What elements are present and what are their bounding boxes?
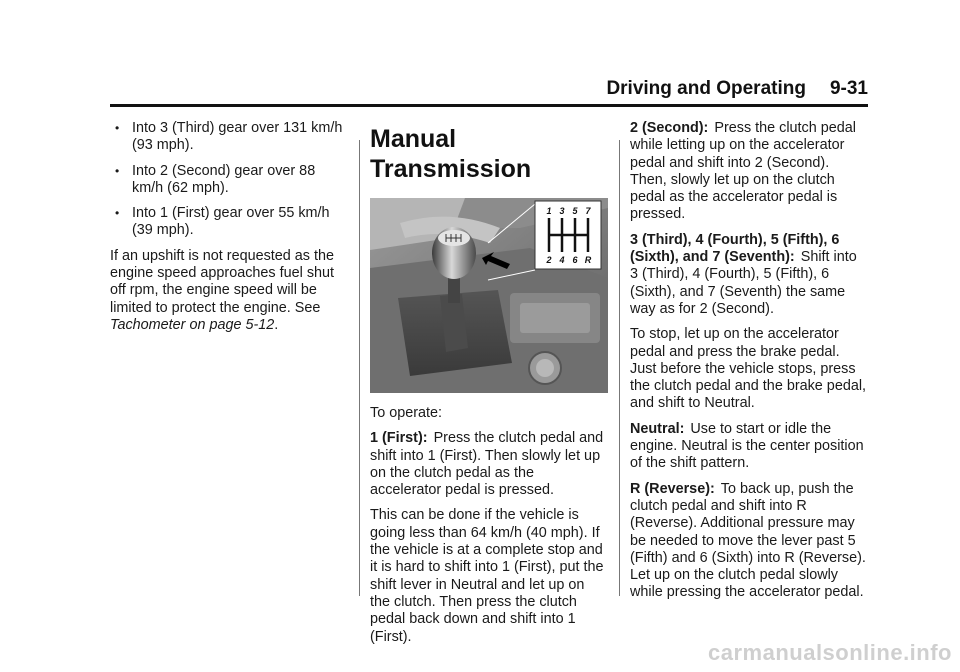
gate-label-1: 1 <box>546 206 552 216</box>
neutral-text: Use to start or idle the engine. Neutral is the center position of the shift pattern. <box>630 420 864 472</box>
first-gear-term: 1 (First): <box>370 430 428 447</box>
shift-lever-figure <box>370 198 608 393</box>
column-2 <box>370 120 608 654</box>
bullet-icon: • <box>115 121 120 135</box>
second-gear-paragraph <box>630 120 868 224</box>
reverse-term: R (Reverse): <box>630 480 715 497</box>
column-divider-2 <box>619 140 620 596</box>
neutral-term: Neutral: <box>630 420 685 437</box>
header-rule <box>110 104 868 107</box>
gate-label-4: 4 <box>559 255 565 265</box>
bullet-text: Into 1 (First) gear over 55 km/h (39 mph). <box>132 205 330 239</box>
gate-label-3: 3 <box>559 206 565 216</box>
reverse-text: To back up, push the clutch pedal and shift into R (Reverse). Additional pressure may be needed to move the lever past 5 (Fifth) and 6 (Sixth) into R (Reverse). Let up on the clutch pedal slowly while pressing the accelerator pedal. <box>630 480 866 601</box>
gate-label-6: 6 <box>572 255 578 265</box>
second-gear-text: Press the clutch pedal while letting up on the accelerator pedal and shift into 2 (Second). Then, slowly let up on the clutch pedal as the accelerator pedal is pressed. <box>630 120 856 223</box>
column-1 <box>110 120 348 342</box>
higher-gears-paragraph <box>630 232 868 318</box>
higher-gears-text: Shift into 3 (Third), 4 (Fourth), 5 (Fifth), 6 (Sixth), and 7 (Seventh) the same way as for 2 (Second). <box>630 249 857 317</box>
column-3 <box>630 120 868 610</box>
reverse-paragraph <box>630 481 868 602</box>
tachometer-link[interactable]: Tachometer on page 5-12 <box>110 316 275 333</box>
higher-gears-term: 3 (Third), 4 (Fourth), 5 (Fifth), 6 (Sixth), and 7 (Seventh): <box>630 231 840 266</box>
bullet-icon: • <box>115 206 120 221</box>
gate-label-2: 2 <box>546 255 552 265</box>
section-title: Driving and Operating <box>606 78 806 99</box>
bullet-text: Into 2 (Second) gear over 88 km/h (62 mph). <box>132 162 316 196</box>
watermark: carmanualsonline.info <box>708 640 952 665</box>
page-header <box>110 78 868 102</box>
upshift-paragraph <box>110 248 348 334</box>
gate-label-5: 5 <box>572 206 578 216</box>
first-gear-text: Press the clutch pedal and shift into 1 (First). Then slowly let up on the clutch pedal as the accelerator pedal is pressed. <box>370 430 604 499</box>
neutral-paragraph <box>630 421 868 473</box>
bullet-text: Into 3 (Third) gear over 131 km/h (93 mph). <box>132 120 343 154</box>
stop-paragraph: To stop, let up on the accelerator pedal and press the brake pedal. Just before the vehicle stops, press the clutch pedal and the brake pedal, and shift to Neutral. <box>630 326 867 412</box>
first-gear-paragraph <box>370 430 608 499</box>
standstill-paragraph: This can be done if the vehicle is going less than 64 km/h (40 mph). If the vehicle is at a complete stop and it is hard to shift into 1 (First), put the shift lever in Neutral and let up on the clutch. Then press the clutch pedal back down and shift into 1 (First). <box>370 507 604 645</box>
gate-label-7: 7 <box>585 206 591 216</box>
bullet-item <box>110 163 348 198</box>
bullet-icon: • <box>115 163 120 178</box>
paragraph-end: . <box>274 316 279 333</box>
page-number: 9-31 <box>829 78 868 99</box>
bullet-item <box>110 205 348 240</box>
paragraph-text: If an upshift is not requested as the engine speed approaches fuel shut off rpm, the engine speed will be limited to protect the engine. See <box>110 247 335 316</box>
bullet-item <box>110 120 348 155</box>
intro-paragraph: To operate: <box>370 405 443 421</box>
second-gear-term: 2 (Second): <box>630 120 709 136</box>
column-divider-1 <box>359 140 360 596</box>
gate-label-r: R <box>584 255 592 265</box>
section-heading: Manual Transmission <box>370 125 532 183</box>
